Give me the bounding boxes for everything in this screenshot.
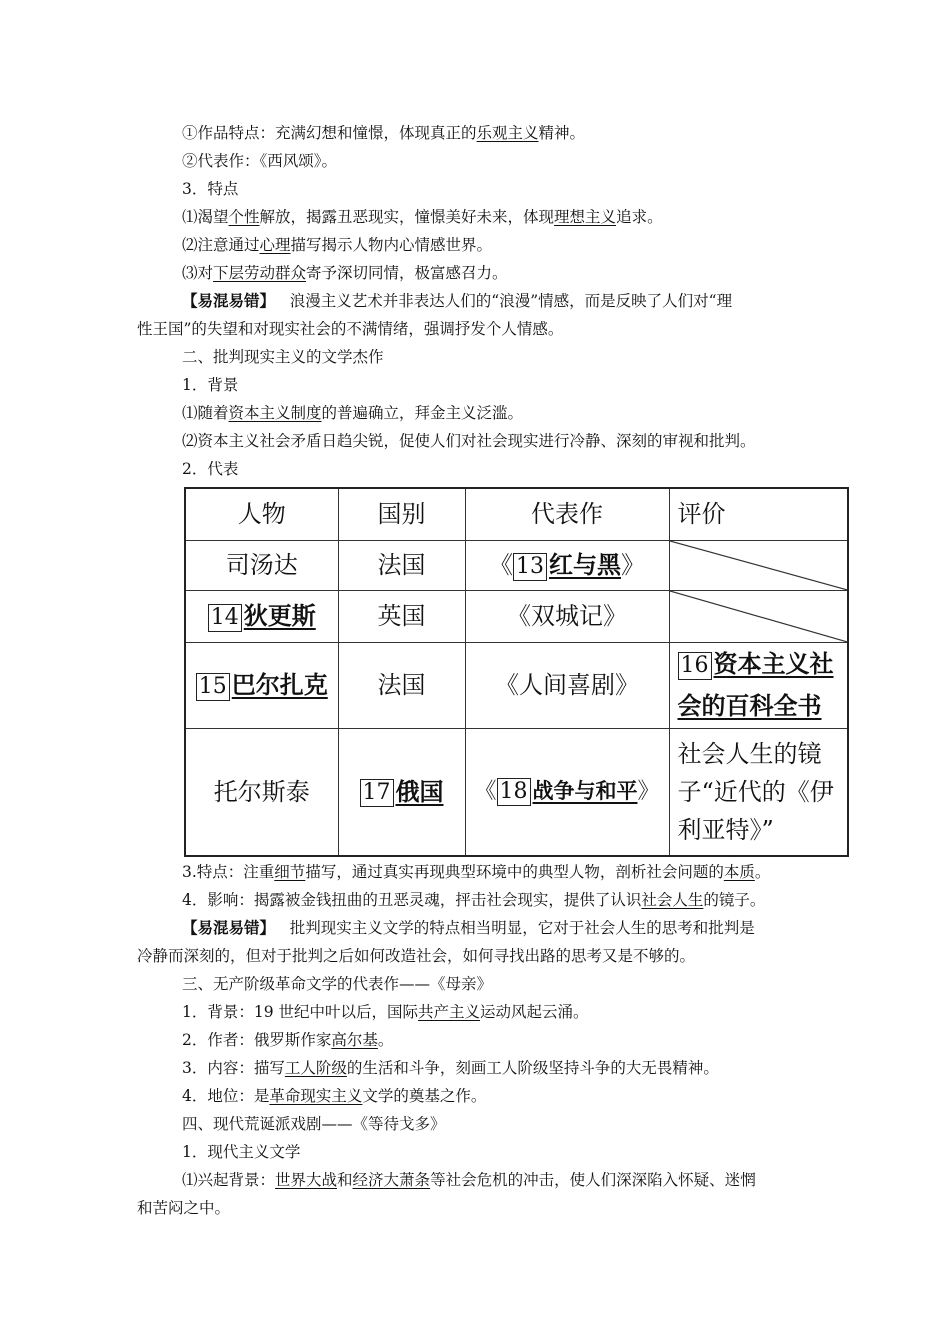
- table-row: [185, 728, 848, 856]
- blank-number: 18: [497, 778, 531, 806]
- text: 。: [377, 1031, 394, 1049]
- blank-number: 16: [678, 652, 712, 680]
- table-row: [185, 540, 848, 590]
- text: 精神。: [538, 124, 586, 142]
- section-title-4: 四、现代荒诞派戏剧——《等待戈多》: [182, 1115, 446, 1133]
- empty-diagonal-cell: [669, 590, 848, 642]
- blank-number: 17: [360, 779, 394, 807]
- answer-blank: 工人阶级: [284, 1059, 347, 1077]
- answer-blank: 下层劳动群众: [213, 264, 307, 282]
- answer-blank: 革命现实主义: [269, 1087, 363, 1105]
- background-point-2: ⑵资本主义社会矛盾日趋尖锐，促使人们对社会现实进行冷静、深刻的审视和批判。: [182, 432, 756, 450]
- answer-blank: 乐观主义: [476, 124, 539, 142]
- answer-blank: 个性: [228, 208, 260, 226]
- blank-number: 14: [208, 604, 242, 632]
- text: 1．背景：19 世纪中叶以后，国际: [182, 1003, 419, 1021]
- feature-line: [182, 123, 585, 143]
- text: 和: [337, 1171, 353, 1189]
- handwritten-answer: 会的百科全书: [677, 692, 822, 720]
- text: 运动风起云涌。: [480, 1003, 589, 1021]
- handwritten-answer: 战争与和平: [532, 779, 638, 804]
- answer-blank: 细节: [274, 863, 306, 881]
- person-cell: [185, 642, 338, 728]
- header-person: 人物: [185, 488, 338, 540]
- country-cell: 英国: [338, 590, 465, 642]
- table-row: [185, 642, 848, 728]
- text: 文学的奠基之作。: [362, 1087, 487, 1105]
- country-cell: 法国: [338, 540, 465, 590]
- header-evaluation: 评价: [669, 488, 848, 540]
- country-cell: [338, 728, 465, 856]
- header-work: 代表作: [465, 488, 669, 540]
- text: 4．影响：揭露被金钱扭曲的丑恶灵魂，抨击社会现实，提供了认识: [182, 891, 642, 909]
- work-cell: [465, 540, 669, 590]
- handwritten-answer: 红与黑: [549, 551, 621, 579]
- text: 的生活和斗争，刻画工人阶级坚持斗争的大无畏精神。: [346, 1059, 719, 1077]
- evaluation-cell: [669, 728, 848, 856]
- confusion-note-2-cont: 冷静而深刻的，但对于批判之后如何改造社会，如何寻找出路的思考又是不够的。: [137, 947, 696, 965]
- text: 解放，揭露丑恶现实，憧憬美好未来，体现: [259, 208, 555, 226]
- text: ⑴随着: [182, 404, 229, 422]
- answer-blank: 经济大萧条: [352, 1171, 431, 1189]
- handwritten-answer: 俄国: [395, 777, 444, 806]
- blank-number: 13: [513, 553, 547, 581]
- content-line: [182, 1058, 719, 1078]
- table-header-row: [185, 488, 848, 540]
- answer-blank: 本质: [723, 863, 755, 881]
- feature-point-3: [182, 263, 508, 283]
- text: 》: [621, 551, 645, 579]
- heading-representatives: 2．代表: [182, 460, 239, 478]
- work-cell: 《人间喜剧》: [465, 642, 669, 728]
- text: 4．地位：是: [182, 1087, 270, 1105]
- text: 利亚特》”: [677, 815, 774, 844]
- answer-blank: 心理: [259, 236, 291, 254]
- note-tag: 【易混易错】: [182, 918, 276, 937]
- text: 的镜子。: [703, 891, 766, 909]
- answer-blank: 资本主义制度: [228, 404, 322, 422]
- country-cell: 法国: [338, 642, 465, 728]
- person-cell: [185, 590, 338, 642]
- text: 3.特点：注重: [182, 863, 275, 881]
- blank-number: 15: [196, 673, 230, 701]
- person-cell: 托尔斯泰: [185, 728, 338, 856]
- work-line: ②代表作：《西风颂》。: [182, 152, 338, 170]
- text: 《: [489, 551, 513, 579]
- background-line: [182, 1002, 589, 1022]
- text: ⑵注意通过: [182, 236, 260, 254]
- feature-point-1: [182, 207, 663, 227]
- text: ⑴兴起背景：: [182, 1171, 276, 1189]
- note-tag: 【易混易错】: [182, 291, 276, 310]
- section-title-2: 二、批判现实主义的文学杰作: [182, 348, 384, 366]
- heading-modernism: 1．现代主义文学: [182, 1143, 301, 1161]
- status-line: [182, 1086, 486, 1106]
- representatives-table: [184, 487, 849, 857]
- text: 的普遍确立，拜金主义泛滥。: [321, 404, 524, 422]
- text: ⑴渴望: [182, 208, 229, 226]
- features-line: [182, 862, 770, 882]
- influence-line: [182, 890, 765, 910]
- text: 社会人生的镜: [677, 739, 822, 768]
- text: 。: [754, 863, 771, 881]
- answer-blank: 社会人生: [641, 891, 704, 909]
- text: ⑶对: [182, 264, 214, 282]
- text: 描写，通过真实再现典型环境中的典型人物，剖析社会问题的: [305, 863, 724, 881]
- table-row: [185, 590, 848, 642]
- answer-blank: 高尔基: [331, 1031, 378, 1049]
- text: 寄予深切同情，极富感召力。: [306, 264, 508, 282]
- work-cell: [465, 728, 669, 856]
- answer-blank: 共产主义: [418, 1003, 481, 1021]
- text: 《: [474, 779, 497, 805]
- rise-background-cont: 和苦闷之中。: [137, 1199, 231, 1217]
- text: 》: [637, 779, 660, 805]
- confusion-note-2: [182, 918, 755, 938]
- heading-background: 1．背景: [182, 376, 239, 394]
- handwritten-answer: 巴尔扎克: [231, 671, 328, 699]
- section-title-3: 三、无产阶级革命文学的代表作——《母亲》: [182, 975, 493, 993]
- heading-features: 3．特点: [182, 180, 239, 198]
- rise-background-line: [182, 1170, 756, 1190]
- text: 批判现实主义文学的特点相当明显，它对于社会人生的思考和批判是: [289, 919, 755, 937]
- feature-point-2: [182, 235, 492, 255]
- evaluation-cell: [669, 642, 848, 728]
- empty-diagonal-cell: [669, 540, 848, 590]
- work-cell: 《双城记》: [465, 590, 669, 642]
- confusion-note-1-cont: 性王国”的失望和对现实社会的不满情绪，强调抒发个人情感。: [137, 320, 564, 338]
- handwritten-answer: 资本主义社: [713, 650, 834, 678]
- text: 描写揭示人物内心情感世界。: [290, 236, 493, 254]
- text: 浪漫主义艺术并非表达人们的“浪漫”情感，而是反映了人们对“理: [289, 292, 733, 310]
- text: 等社会危机的冲击，使人们深深陷入怀疑、迷惘: [430, 1171, 756, 1189]
- text: 3．内容：描写: [182, 1059, 285, 1077]
- text: ①作品特点：充满幻想和憧憬，体现真正的: [182, 124, 477, 142]
- background-point-1: [182, 403, 523, 423]
- text: 2．作者：俄罗斯作家: [182, 1031, 332, 1049]
- confusion-note-1: [182, 291, 732, 311]
- person-cell: 司汤达: [185, 540, 338, 590]
- text: 子“近代的《伊: [677, 777, 834, 806]
- author-line: [182, 1030, 393, 1050]
- handwritten-answer: 狄更斯: [243, 602, 316, 630]
- answer-blank: 理想主义: [554, 208, 617, 226]
- text: 追求。: [616, 208, 663, 226]
- header-country: 国别: [338, 488, 465, 540]
- answer-blank: 世界大战: [275, 1171, 338, 1189]
